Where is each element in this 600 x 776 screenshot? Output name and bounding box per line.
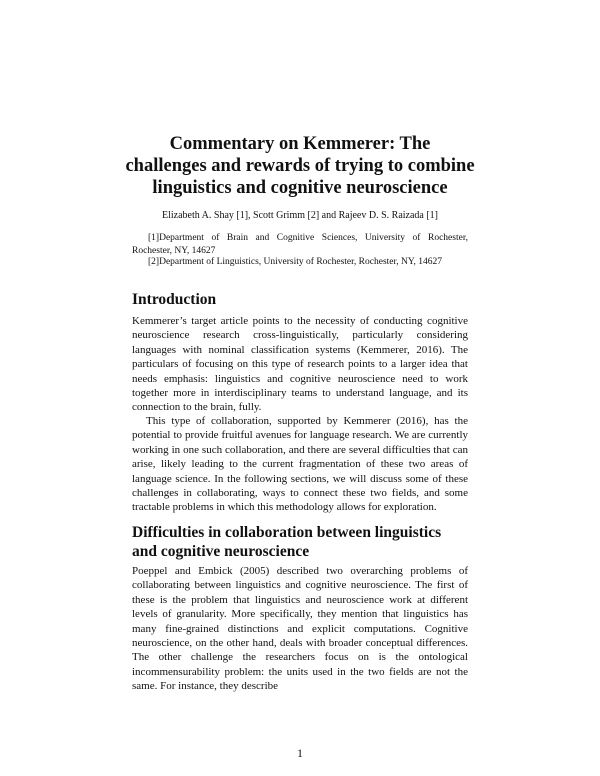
difficulties-paragraph-1 [132,564,468,694]
page-number: 1 [297,746,303,760]
heading-line-2: and cognitive neuroscience [132,543,310,560]
title-line-1: Commentary on Kemmerer: The [169,134,431,154]
paper-title [100,133,500,199]
author-list: Elizabeth A. Shay [1], Scott Grimm [2] and Rajeev D. S. Raizada [1] [161,210,439,221]
affiliation-1: [1]Department of Brain and Cognitive Sciences, University of Rochester, Rochester, NY, 14627 [132,233,468,256]
paragraph-text: Kemmerer’s target article points to the necessity of conducting cognitive neuroscience research cross-linguistically, particularly considering languages with nominal classification systems (Kemmerer, 2016). The particulars of focusing on this type of research points to a larger idea that needs emphasis: linguistics and cognitive neuroscience need to work together more in interdisciplinary teams to understand language, and its connection to the brain, fully. [132,315,468,414]
title-line-2: challenges and rewards of trying to combine [125,156,475,176]
paragraph-text: This type of collaboration, supported by Kemmerer (2016), has the potential to provide fruitful avenues for language research. We are currently working in one such collaboration, and there are several difficulties that can arise, likely leading to the current fragmentation of these two areas of language science. In the following sections, we will discuss some of these challenges in collaborating, ways to connect these two fields, and some tractable problems in which this methodology allows for exploration. [132,415,468,514]
heading-line-1: Difficulties in collaboration between linguistics [132,524,442,541]
intro-paragraph-2 [132,414,468,515]
paragraph-text: Poeppel and Embick (2005) described two overarching problems of collaborating between linguistics and cognitive neuroscience. The first of these is the problem that linguistics and neuroscience work at different levels of granularity. More specifically, they mention that linguistics has many fine-grained distinctions and explicit computations. Cognitive neuroscience, on the other hand, deals with broader conceptual differences. The other challenge the researchers focus on is the ontological incommensurability problem: the units used in the two fields are not the same. For instance, they describe [132,565,468,693]
section-heading-introduction: Introduction [132,291,217,308]
section-heading-difficulties [132,523,472,561]
affiliation-2: [2]Department of Linguistics, University of Rochester, Rochester, NY, 14627 [148,257,443,267]
intro-paragraph-1 [132,314,468,415]
title-line-3: linguistics and cognitive neuroscience [152,178,448,198]
